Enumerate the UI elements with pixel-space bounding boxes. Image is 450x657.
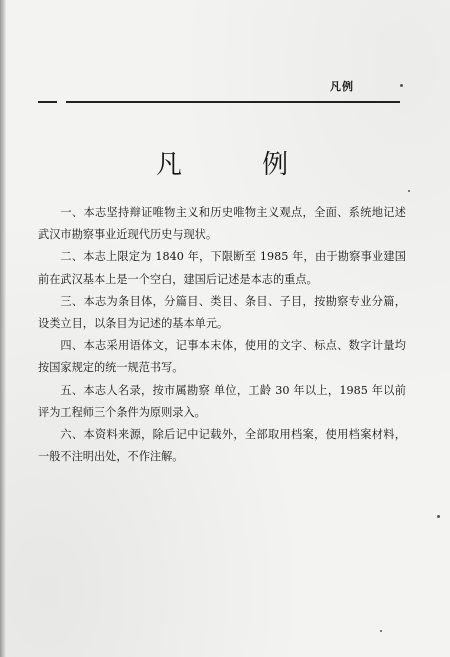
body-text: [38, 202, 406, 468]
scan-speck: [400, 84, 403, 87]
header-rule-gap: [57, 99, 66, 104]
paragraph-4: 四、本志采用语体文，记事本末体，使用的文字、标点、数字计量均按国家规定的统一规范书写。: [38, 339, 406, 375]
page-title: 凡 例: [155, 150, 325, 180]
page-edge-shadow: [0, 0, 6, 657]
scan-speck: [408, 190, 410, 192]
scan-speck: [380, 630, 382, 632]
paragraph-6: 六、本资料来源，除后记中记载外，全部取用档案，使用档案材料，一般不注明出处，不作注解。: [38, 428, 406, 464]
paragraph-2: 二、本志上限定为 1840 年，下限断至 1985 年，由于勘察事业建国前在武汉基本上是一个空白，建国后记述是本志的重点。: [38, 250, 406, 286]
header-rule: [38, 101, 400, 103]
paragraph-3: 三、本志为条目体，分篇目、类目、条目、子目，按勘察专业分篇，设类立目，以条目为记述的基本单元。: [38, 294, 406, 331]
paragraph-1: 一、本志坚持辩证唯物主义和历史唯物主义观点，全面、系统地记述武汉市勘察事业近现代历史与现状。: [38, 206, 406, 242]
scan-speck: [437, 515, 440, 518]
paragraph-5: 五、本志人名录，按市属勘察 单位，工龄 30 年以上，1985 年以前评为工程师三个条件为原则录入。: [38, 383, 406, 419]
running-header: 凡例: [330, 80, 354, 93]
